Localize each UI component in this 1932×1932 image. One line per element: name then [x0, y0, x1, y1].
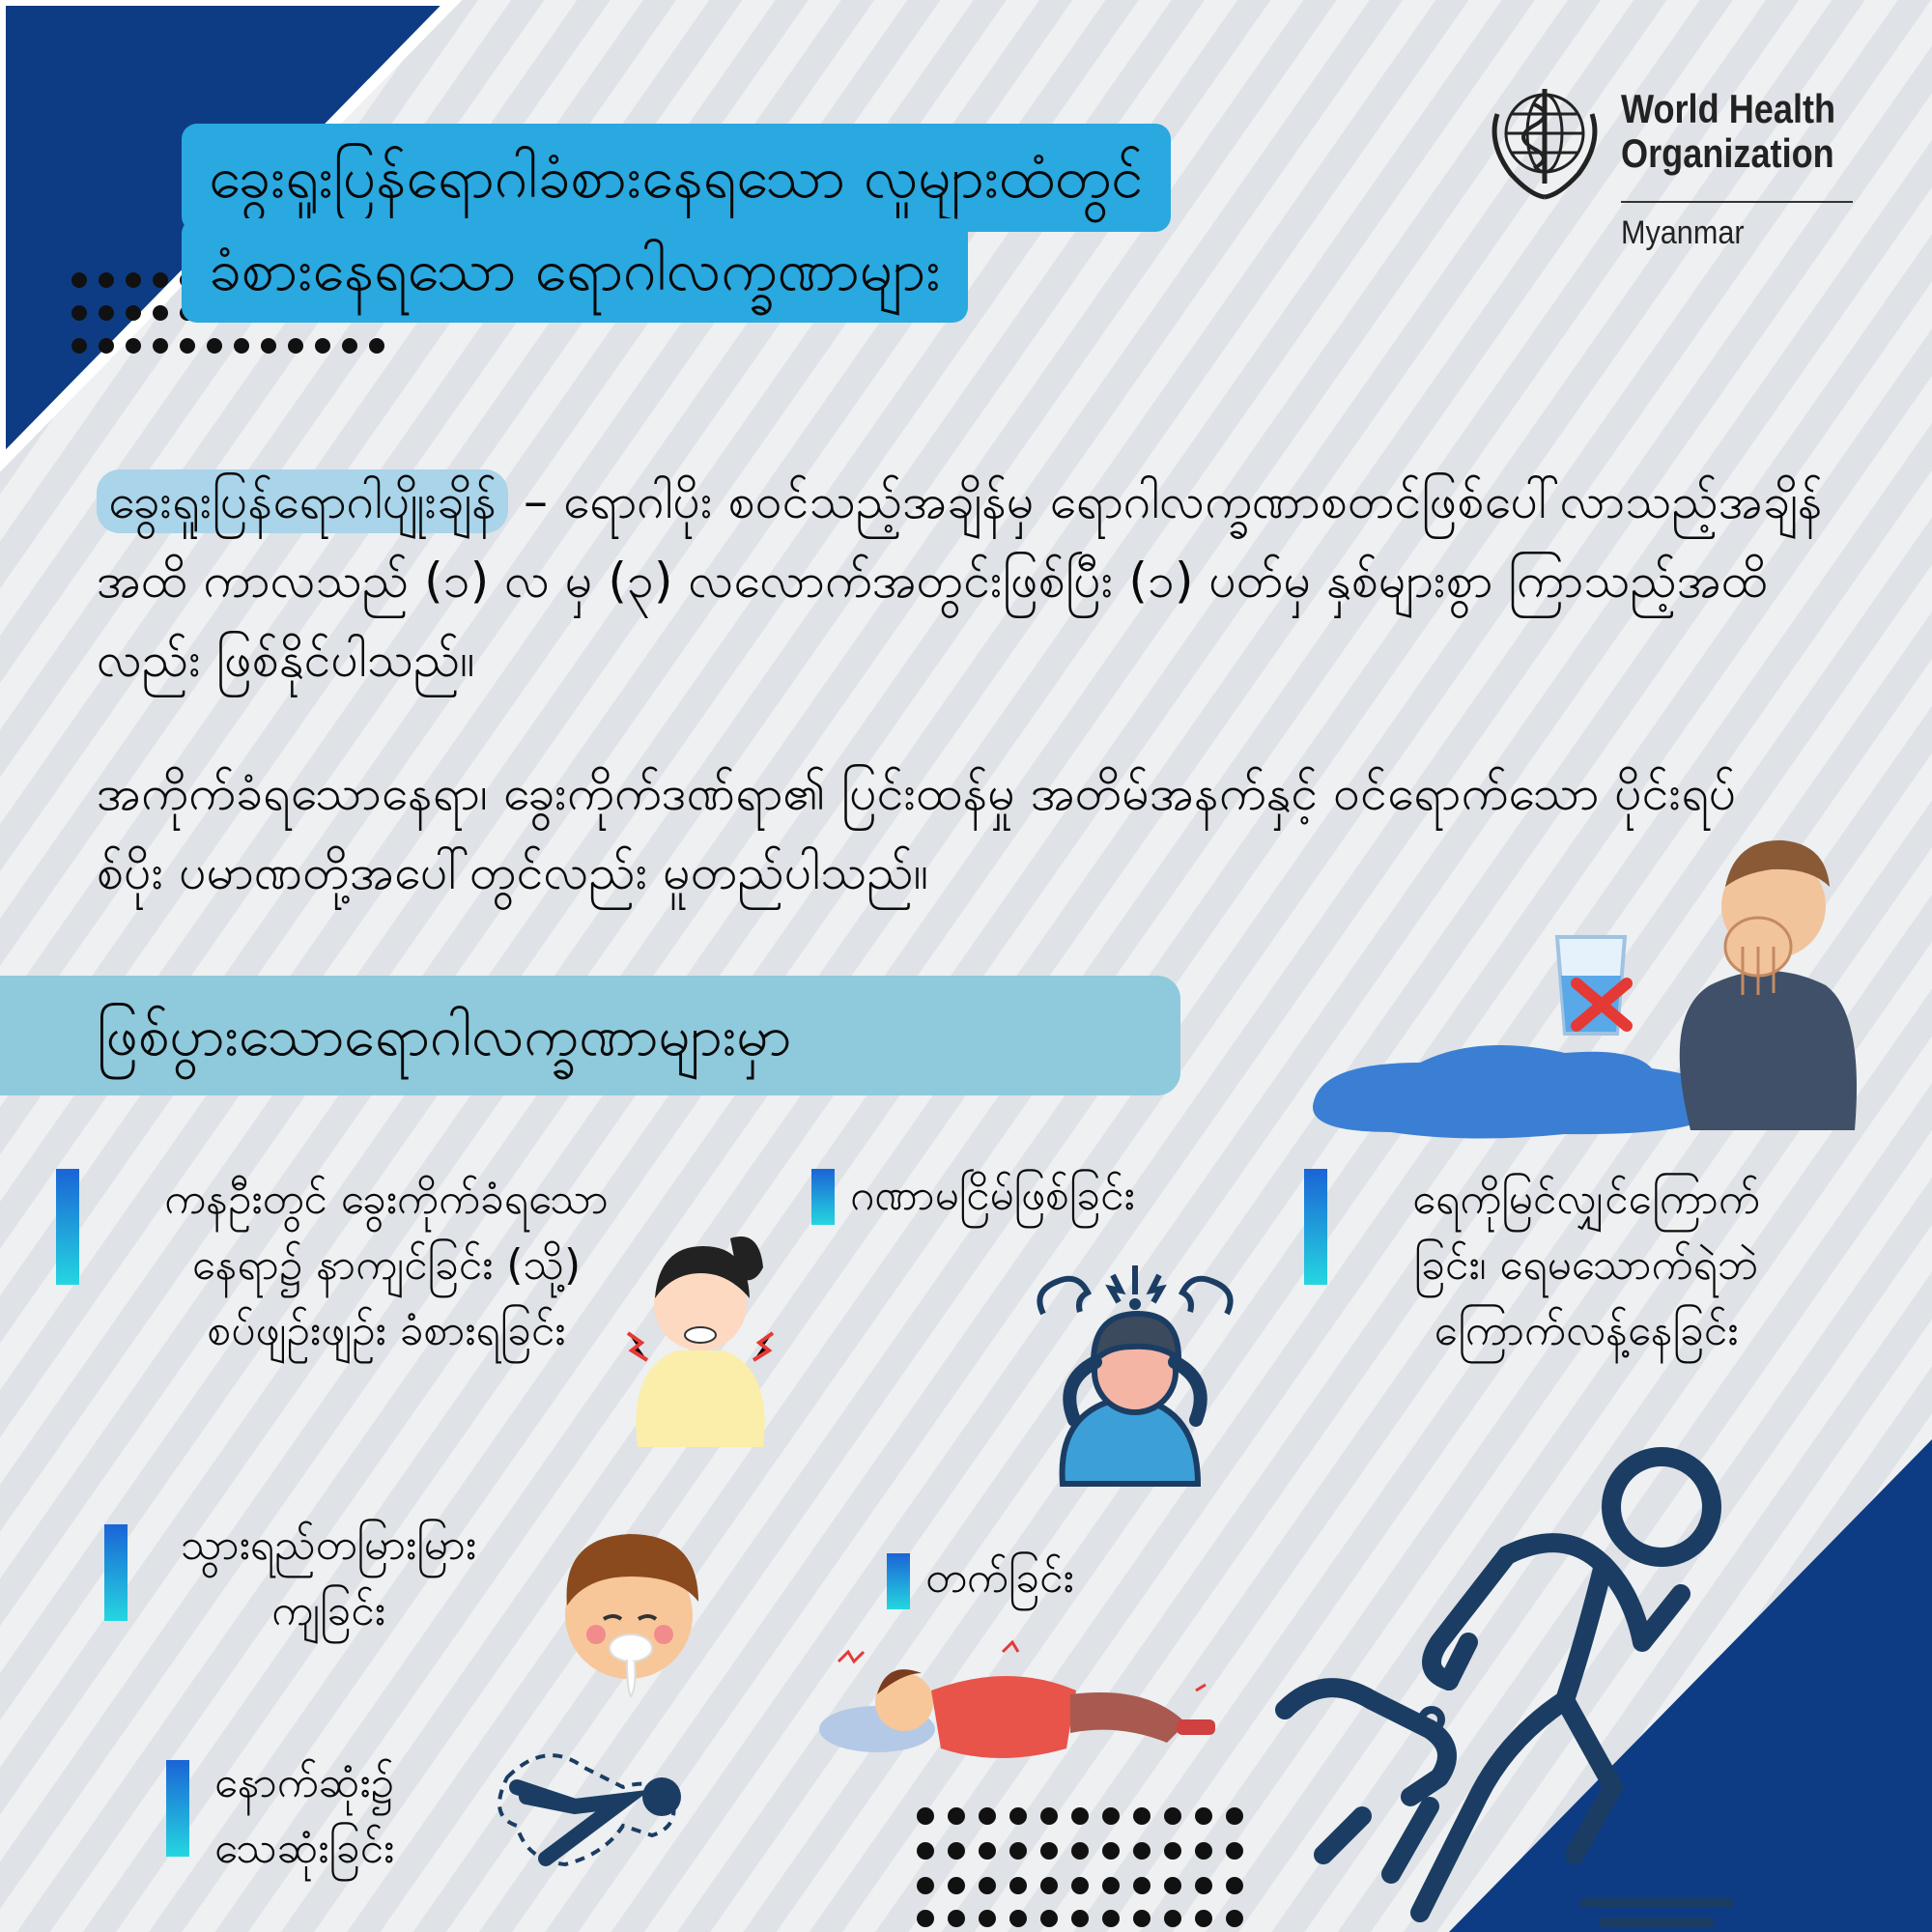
falling-figure-icon: [1265, 1439, 1787, 1932]
dot-grid-bottom: [912, 1804, 1260, 1930]
severity-paragraph: အကိုက်ခံရသောနေရာ၊ ခွေးကိုက်ဒဏ်ရာ၏ ပြင်းထန်မှု အတိမ်အနက်နှင့် ဝင်ရောက်သော ပိုင်းရပ်စ်ပိုး ပမာဏတို့အပေါ်တွင်လည်း မူတည်ပါသည်။: [97, 765, 1737, 900]
body-outline-icon: [488, 1739, 691, 1874]
symptom-4-accent-bar: [104, 1524, 128, 1621]
scared-man-icon: [1680, 840, 1857, 1130]
who-country: Myanmar: [1621, 214, 1745, 251]
who-logo: [1478, 75, 1864, 269]
symptom-3-text: ရေကိုမြင်လျှင်ကြောက် ခြင်း၊ ရေမသောက်ရဲဘဲ ကြောက်လန့်နေခြင်း: [1412, 1175, 1760, 1355]
symptom-5-text: တက်ခြင်း: [925, 1553, 1074, 1603]
symptom-1-text: ကနဦးတွင် ခွေးကိုက်ခံရသော နေရာ၌ နာကျင်ခြင်း (သို့) စပ်ဖျဉ်းဖျဉ်း ခံစားရခြင်း: [164, 1175, 609, 1355]
who-divider: [1621, 201, 1853, 203]
who-emblem-icon: [1478, 75, 1611, 209]
symptom-6-accent-bar: [166, 1760, 189, 1857]
symptom-2-accent-bar: [811, 1169, 835, 1225]
title-line-2: ခံစားနေရသော ရောဂါလက္ခဏာများ: [182, 218, 968, 323]
title-line-1: ခွေးရူးပြန်ရောဂါခံစားနေရသော လူများထံတွင်: [182, 124, 1171, 232]
symptom-2-text: ဂဏာမငြိမ်ဖြစ်ခြင်း: [850, 1171, 1135, 1220]
symptom-5-accent-bar: [887, 1553, 910, 1609]
water-fear-illustration: [1304, 811, 1864, 1140]
drooling-boy-illustration: [546, 1526, 720, 1700]
pain-girl-illustration: [618, 1227, 782, 1449]
incubation-highlight: ခွေးရူးပြန်ရောဂါပျိုးချိန်: [97, 469, 508, 533]
incubation-paragraph: [97, 462, 1864, 699]
symptom-3-accent-bar: [1304, 1169, 1327, 1285]
symptoms-heading: ဖြစ်ပွားသောရောဂါလက္ခဏာများမှာ: [97, 1003, 792, 1068]
symptom-1-accent-bar: [56, 1169, 79, 1285]
agitated-person-icon: [1024, 1256, 1246, 1488]
who-name-line-1: World Health: [1621, 86, 1836, 131]
symptom-6-text: နောက်ဆုံး၌ သေဆုံးခြင်း: [214, 1758, 395, 1873]
who-name-line-2: Organization: [1621, 130, 1834, 176]
water-puddle: [1313, 1045, 1720, 1139]
incubation-text: – ရောဂါပိုး စဝင်သည့်အချိန်မှ ရောဂါလက္ခဏာစတင်ဖြစ်ပေါ်လာသည့်အချိန်အထိ ကာလသည် (၁) လ မှ (၃) လလောက်အတွင်းဖြစ်ပြီး (၁) ပတ်မှ နှစ်များစွာ ကြာသည့်အထိလည်း ဖြစ်နိုင်ပါသည်။: [97, 473, 1823, 688]
seizure-person-illustration: [810, 1633, 1244, 1777]
symptom-4-text: သွားရည်တမြားမြား ကျခြင်း: [180, 1520, 477, 1635]
